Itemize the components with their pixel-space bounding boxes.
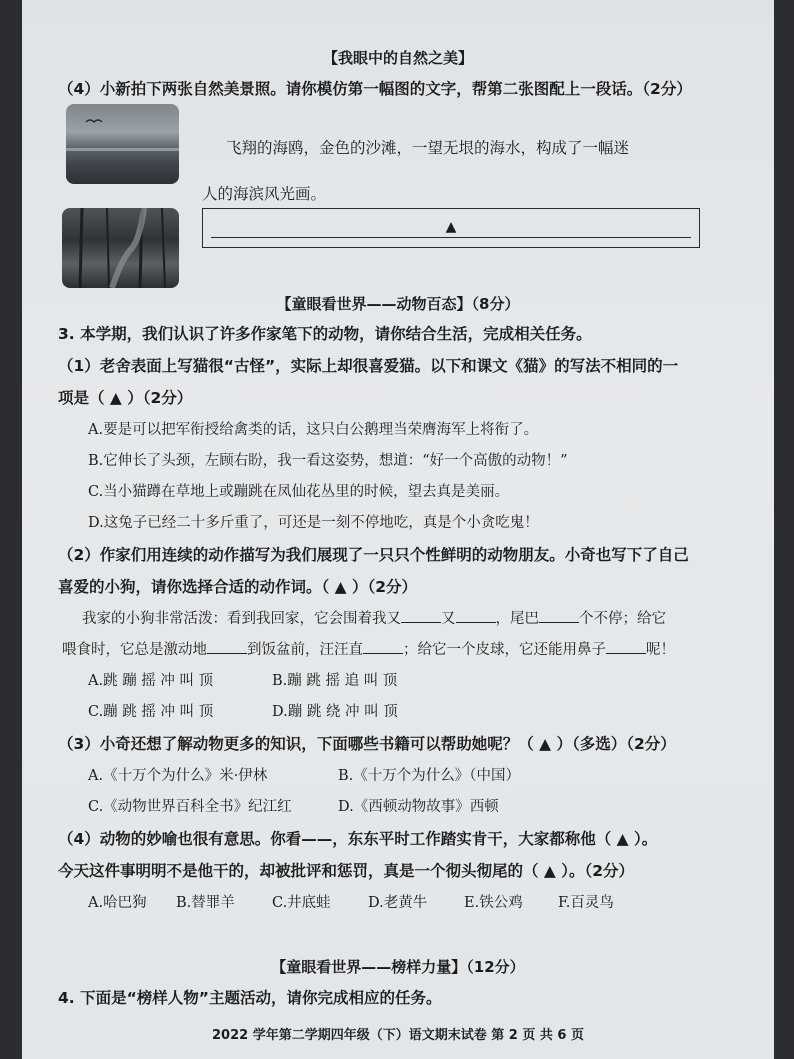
q2-options-row1 <box>88 671 397 691</box>
passage-text: 喂食时，它总是激动地 <box>62 642 207 658</box>
question-3-4-line2: 今天这件事明明不是他干的，却被批评和惩罚，真是一个彻头彻尾的（ ▲ ）。（2分） <box>58 862 635 880</box>
q3-option-c: C.《动物世界百科全书》纪江红 <box>88 799 292 815</box>
passage-text: ；给它一个皮球，它还能用鼻子 <box>403 642 606 658</box>
page-footer: 2022 学年第二学期四年级（下）语文期末试卷 第 2 页 共 6 页 <box>212 1028 584 1043</box>
passage-text: ，尾巴 <box>495 611 539 627</box>
q3-option-b: B.《十万个为什么》（中国） <box>338 768 521 784</box>
passage-blank-2[interactable] <box>456 608 496 623</box>
q2-option-c: C.蹦 跳 摇 冲 叫 顶 <box>88 704 214 720</box>
section-heading-nature: 【我眼中的自然之美】 <box>322 49 473 67</box>
q3-options-row2 <box>88 797 499 817</box>
q4-options-row <box>88 893 614 913</box>
passage-blank-1[interactable] <box>401 608 441 623</box>
exam-page <box>22 0 774 1059</box>
section-heading-animals: 【童眼看世界——动物百态】（8分） <box>276 295 520 313</box>
seaside-photo <box>66 104 179 184</box>
q4-option-b: B.替罪羊 <box>176 895 235 911</box>
passage-text: 个不停；给它 <box>579 611 666 627</box>
q3-options-row1 <box>88 766 520 786</box>
trees-icon <box>62 208 179 288</box>
caption-answer-box[interactable] <box>202 208 700 248</box>
question-3-4-line1: （4）动物的妙喻也很有意思。你看——，东东平时工作踏实肯干，大家都称他（ ▲ ）。 <box>58 830 658 848</box>
question-3-1-line1: （1）老舍表面上写猫很“古怪”，实际上却很喜爱猫。以下和课文《猫》的写法不相同的一 <box>58 357 679 375</box>
q2-passage-line1 <box>82 608 666 629</box>
q4-option-a: A.哈巴狗 <box>88 895 147 911</box>
q2-option-d: D.蹦 跳 绕 冲 叫 顶 <box>272 704 398 720</box>
q2-passage-line2 <box>62 639 675 660</box>
passage-text: 呢！ <box>646 642 675 658</box>
q1-option-d: D.这兔子已经二十多斤重了，可还是一刻不停地吃，真是个小贪吃鬼！ <box>88 515 539 531</box>
passage-blank-3[interactable] <box>539 608 579 623</box>
question-3-3-line: （3）小奇还想了解动物更多的知识，下面哪些书籍可以帮助她呢？（ ▲ ）（多选）（2分） <box>58 735 676 753</box>
q3-option-a: A.《十万个为什么》米·伊林 <box>88 768 268 784</box>
q4-option-f: F.百灵鸟 <box>558 895 614 911</box>
question-3-2-line1: （2）作家们用连续的动作描写为我们展现了一只只个性鲜明的动物朋友。小奇也写下了自己 <box>58 546 689 564</box>
q4-option-c: C.井底蛙 <box>272 895 331 911</box>
seagull-icon <box>66 104 179 184</box>
answer-placeholder-triangle: ▲ <box>445 219 457 235</box>
q3-option-d: D.《西顿动物故事》西顿 <box>338 799 499 815</box>
answer-line <box>211 237 691 238</box>
question-3-intro: 3. 本学期，我们认识了许多作家笔下的动物，请你结合生活，完成相关任务。 <box>58 325 592 343</box>
q4-option-e: E.铁公鸡 <box>464 895 523 911</box>
passage-text: 到饭盆前，汪汪直 <box>247 642 363 658</box>
passage-blank-6[interactable] <box>606 639 646 654</box>
q1-option-b: B.它伸长了头颈，左顾右盼，我一看这姿势，想道：“好一个高傲的动物！” <box>88 453 568 469</box>
q2-options-row2 <box>88 702 398 722</box>
question-3-1-line2: 项是（ ▲ ）（2分） <box>58 389 193 407</box>
q2-option-b: B.蹦 跳 摇 追 叫 顶 <box>272 673 398 689</box>
q4-option-d: D.老黄牛 <box>368 895 428 911</box>
q1-option-a: A.要是可以把军衔授给禽类的话，这只白公鹅理当荣膺海军上将衔了。 <box>88 422 539 438</box>
section-heading-models: 【童眼看世界——榜样力量】（12分） <box>271 958 525 976</box>
seaside-caption-line1: 飞翔的海鸥，金色的沙滩，一望无垠的海水，构成了一幅迷 <box>226 139 630 157</box>
question-4-nature-prompt: （4）小新拍下两张自然美景照。请你模仿第一幅图的文字，帮第二张图配上一段话。（2分） <box>58 80 692 98</box>
passage-text: 又 <box>441 611 456 627</box>
q1-option-c: C.当小猫蹲在草地上或蹦跳在凤仙花丛里的时候，望去真是美丽。 <box>88 484 510 500</box>
passage-blank-4[interactable] <box>207 639 247 654</box>
question-3-2-line2: 喜爱的小狗，请你选择合适的动作词。（ ▲ ）（2分） <box>58 578 417 596</box>
q2-option-a: A.跳 蹦 摇 冲 叫 顶 <box>88 673 214 689</box>
passage-blank-5[interactable] <box>363 639 403 654</box>
seaside-caption-line2: 人的海滨风光画。 <box>202 185 327 203</box>
question-4-intro: 4. 下面是“榜样人物”主题活动，请你完成相应的任务。 <box>58 989 442 1007</box>
forest-stream-photo <box>62 208 179 288</box>
passage-text: 我家的小狗非常活泼：看到我回家，它会围着我又 <box>82 611 401 627</box>
